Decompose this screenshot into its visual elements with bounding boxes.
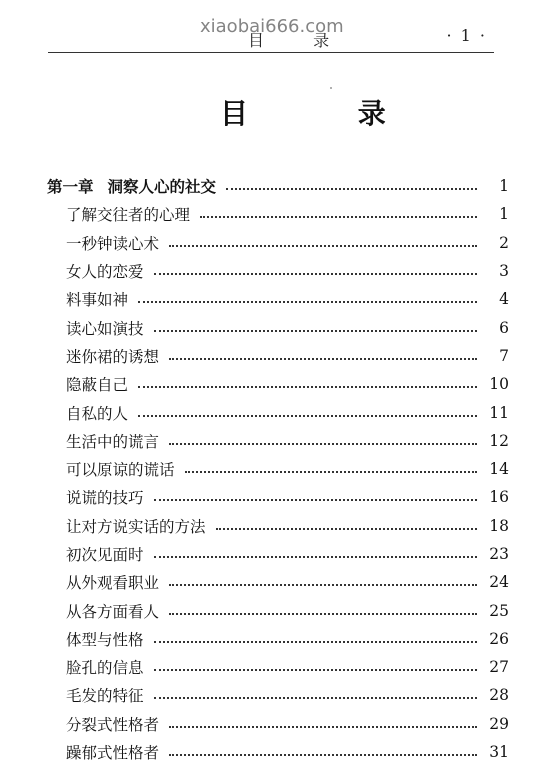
dot-leader <box>154 669 477 671</box>
toc-entry[interactable] <box>47 285 509 313</box>
dot-leader <box>154 273 477 275</box>
dot-leader <box>200 216 477 218</box>
chapter-page-number: 1 <box>499 177 509 196</box>
toc-entry-label: 脸孔的信息 <box>66 659 144 678</box>
running-title: 目 录 <box>248 31 352 50</box>
toc-entry[interactable] <box>47 257 509 285</box>
toc-entry-page: 11 <box>489 403 509 422</box>
toc-entry-label: 从外观看职业 <box>66 574 160 593</box>
toc-entry-label: 一秒钟读心术 <box>66 234 160 253</box>
toc-entry-label: 生活中的谎言 <box>66 432 160 451</box>
toc-entry[interactable] <box>47 455 509 483</box>
toc-entry[interactable] <box>47 681 509 709</box>
toc-entry-label: 从各方面看人 <box>66 602 160 621</box>
dot-leader <box>169 245 477 247</box>
toc-entry-label: 分裂式性格者 <box>66 715 160 734</box>
toc-entry-page: 14 <box>489 460 509 479</box>
toc-entry-page: 6 <box>499 318 509 337</box>
dot-leader <box>169 754 477 756</box>
toc-entry-label: 隐蔽自己 <box>66 376 129 395</box>
table-of-contents <box>47 172 509 766</box>
toc-entry-label: 让对方说实话的方法 <box>66 517 206 536</box>
header-rule <box>48 52 494 53</box>
dot-leader <box>154 697 477 699</box>
toc-entry-page: 23 <box>489 545 509 563</box>
toc-title: 目 录 <box>220 97 436 130</box>
toc-entry-page: 16 <box>489 488 509 507</box>
toc-entry-page: 3 <box>499 262 509 281</box>
toc-entry[interactable] <box>47 568 509 596</box>
dot-leader <box>138 301 477 303</box>
dot-leader <box>226 188 477 190</box>
toc-entry-page: 26 <box>489 629 509 648</box>
toc-entry[interactable] <box>47 710 509 738</box>
toc-entry-label: 读心如演技 <box>66 319 144 338</box>
dot-leader <box>216 528 477 530</box>
toc-entry-label: 自私的人 <box>66 404 129 423</box>
toc-entry[interactable] <box>47 625 509 653</box>
toc-entry-page: 31 <box>489 743 509 762</box>
dot-leader <box>169 358 477 360</box>
toc-entry[interactable] <box>47 540 509 568</box>
dot-leader <box>169 613 477 615</box>
scan-speck <box>330 87 332 89</box>
toc-entry[interactable] <box>47 483 509 511</box>
dot-leader <box>169 584 477 586</box>
toc-entry-label: 了解交往者的心理 <box>66 206 191 225</box>
toc-entry[interactable] <box>47 427 509 455</box>
toc-entry-page: 18 <box>489 516 509 535</box>
dot-leader <box>154 499 477 501</box>
toc-entry-page: 10 <box>489 375 509 394</box>
toc-entry[interactable] <box>47 738 509 766</box>
chapter-label <box>47 175 226 197</box>
toc-entry-page: 24 <box>489 573 509 592</box>
toc-entry-page: 25 <box>489 601 509 620</box>
toc-entry[interactable] <box>47 200 509 228</box>
toc-entry-label: 料事如神 <box>66 291 129 310</box>
toc-entry[interactable] <box>47 370 509 398</box>
toc-entry-label: 女人的恋爱 <box>66 263 144 282</box>
toc-entry-label: 初次见面时 <box>66 546 144 564</box>
toc-entry-label: 躁郁式性格者 <box>66 744 160 763</box>
toc-entry-page: 29 <box>489 714 509 733</box>
chapter-title: 洞察人心的社交 <box>107 178 217 197</box>
toc-entry-page: 27 <box>489 658 509 677</box>
chapter-number: 第一章 <box>47 178 94 197</box>
toc-entry-label: 可以原谅的谎话 <box>66 461 175 480</box>
toc-entry-page: 12 <box>489 431 509 450</box>
page-number: · 1 · <box>446 26 487 45</box>
toc-entry-label: 体型与性格 <box>66 630 144 649</box>
dot-leader <box>169 443 477 445</box>
toc-entry[interactable] <box>47 229 509 257</box>
toc-entry[interactable] <box>47 512 509 540</box>
dot-leader <box>138 415 477 417</box>
dot-leader <box>154 330 477 332</box>
toc-entry-page: 28 <box>489 686 509 705</box>
toc-entry[interactable] <box>47 342 509 370</box>
toc-entry-page: 4 <box>499 290 509 309</box>
toc-entry-page: 1 <box>499 205 509 224</box>
dot-leader <box>185 471 477 473</box>
toc-entry-label: 毛发的特征 <box>66 687 144 706</box>
toc-entry-label: 说谎的技巧 <box>66 489 144 508</box>
dot-leader <box>154 641 477 643</box>
toc-chapter-entry[interactable] <box>47 172 509 200</box>
toc-entry-page: 2 <box>499 233 509 252</box>
toc-entry[interactable] <box>47 653 509 681</box>
toc-entry[interactable] <box>47 313 509 341</box>
toc-entry-label: 迷你裙的诱想 <box>66 347 160 366</box>
toc-entry[interactable] <box>47 398 509 426</box>
dot-leader <box>169 726 477 728</box>
watermark: xiaobai666.com <box>200 16 344 37</box>
toc-entry[interactable] <box>47 596 509 624</box>
dot-leader <box>138 386 477 388</box>
toc-entry-page: 7 <box>499 346 509 365</box>
dot-leader <box>154 556 477 558</box>
